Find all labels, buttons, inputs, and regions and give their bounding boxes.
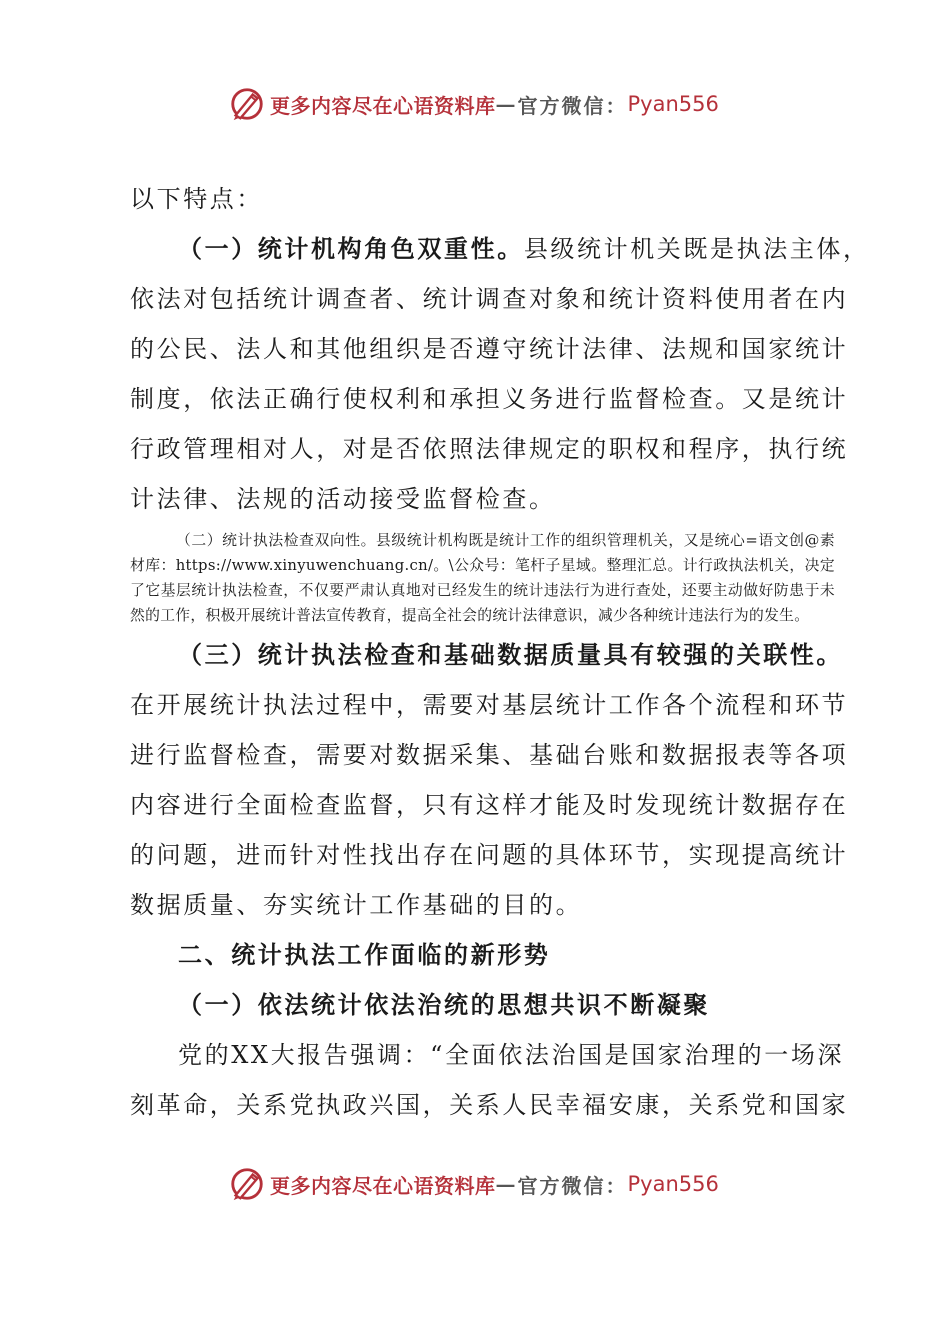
- text-line: 制度，依法正确行使权利和承担义务进行监督检查。又是统计: [130, 385, 849, 413]
- text-line: 计法律、法规的活动接受监督检查。: [130, 485, 556, 513]
- section-heading: （一）统计机构角色双重性。: [178, 234, 524, 263]
- banner-title: 更多内容尽在心语资料库: [270, 93, 496, 118]
- pen-logo-icon: [228, 85, 266, 123]
- section-heading: （三）统计执法检查和基础数据质量具有较强的关联性。: [178, 640, 843, 669]
- pen-logo-icon: [228, 1165, 266, 1203]
- banner-dash: —: [495, 92, 518, 116]
- text-line: [130, 224, 870, 274]
- chapter-heading: 二、统计执法工作面临的新形势: [178, 940, 551, 969]
- banner-dash: —: [495, 1172, 518, 1196]
- text-line: 在开展统计执法过程中，需要对基层统计工作各个流程和环节: [130, 691, 849, 719]
- small-paragraph: （二）统计执法检查双向性。县级统计机构既是统计工作的组织管理机关，又是统心=语文创@素材库：https://www.xinyuwenchuang.cn/。\公众号：笔杆子星域。整理汇总。计行政执法机关，决定了它基层统计执法检查，不仅要严肃认真地对已经发生的统计违法行为进行查处，还要主动做好防患于未然的工作，积极开展统计普法宣传教育，提高全社会的统计法律意识，减少各种统计违法行为的发生。: [130, 532, 835, 624]
- banner-wechat-label: 官方微信：: [517, 1173, 628, 1198]
- header-banner: [228, 84, 748, 124]
- banner-wechat-id: Pyan556: [627, 1172, 719, 1196]
- text-line: 行政管理相对人，对是否依照法律规定的职权和程序，执行统: [130, 435, 849, 463]
- banner-wechat-label: 官方微信：: [517, 93, 628, 118]
- text-line: 依法对包括统计调查者、统计调查对象和统计资料使用者在内: [130, 285, 849, 313]
- banner-title: 更多内容尽在心语资料库: [270, 1173, 496, 1198]
- footer-banner: [228, 1164, 748, 1204]
- text-line: 刻革命，关系党执政兴国，关系人民幸福安康，关系党和国家: [130, 1091, 849, 1119]
- text-line: 的问题，进而针对性找出存在问题的具体环节，实现提高统计: [130, 841, 849, 869]
- text-span: 县级统计机关既是执法主体，: [523, 235, 870, 263]
- text-line: 内容进行全面检查监督，只有这样才能及时发现统计数据存在: [130, 791, 849, 819]
- text-line: 数据质量、夯实统计工作基础的目的。: [130, 891, 583, 919]
- text-line: 以下特点：: [130, 185, 263, 213]
- section-heading: （一）依法统计依法治统的思想共识不断凝聚: [178, 990, 710, 1019]
- banner-wechat-id: Pyan556: [627, 92, 719, 116]
- document-body: [130, 174, 870, 1130]
- text-line: 党的XX大报告强调：“全面依法治国是国家治理的一场深: [178, 1041, 845, 1069]
- text-line: 进行监督检查，需要对数据采集、基础台账和数据报表等各项: [130, 741, 849, 769]
- text-line: 的公民、法人和其他组织是否遵守统计法律、法规和国家统计: [130, 335, 849, 363]
